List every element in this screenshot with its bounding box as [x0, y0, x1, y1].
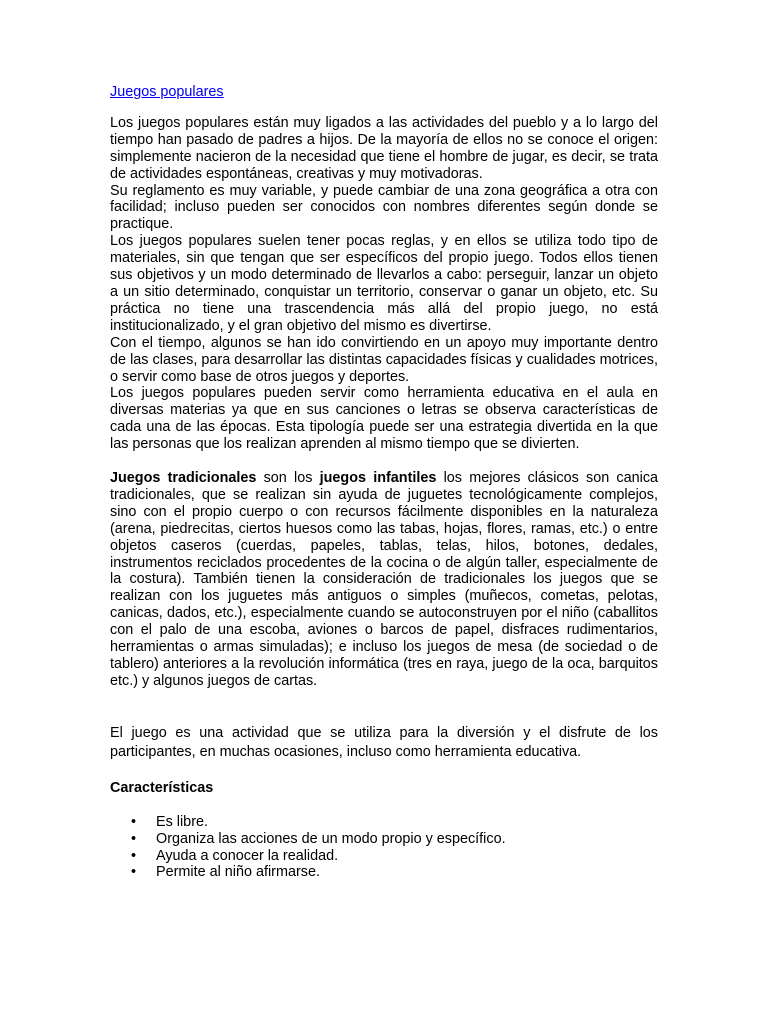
list-item [131, 813, 658, 831]
paragraph-rules-variable: Su reglamento es muy variable, y puede cambiar de una zona geográfica a otra con facilidad; incluso pueden ser conocidos con nombres diferentes según donde se practique. [110, 182, 658, 233]
text-connector: son los [256, 470, 320, 487]
paragraph-few-rules: Los juegos populares suelen tener pocas reglas, y en ellos se utiliza todo tipo de materiales, sin que tengan que ser específicos del propio juego. Todos ellos tienen sus objetivos y un modo determinado de llevarlos a cabo: perseguir, lanzar un objeto a un sitio determinado, conquistar un territorio, conservar o ganar un objeto, etc. Su práctica no tiene una trascendencia más allá del propio juego, no está institucionalizado, y el gran objetivo del mismo es divertirse. [110, 233, 658, 334]
list-item-text: Permite al niño afirmarse. [156, 864, 320, 881]
bullet-icon: • [131, 813, 137, 830]
paragraph-game-definition: El juego es una actividad que se utiliza para la diversión y el disfrute de los participantes, en muchas ocasiones, incluso como herramienta educativa. [110, 724, 658, 761]
bold-traditional-games: Juegos tradicionales [110, 470, 257, 487]
list-item [131, 830, 658, 848]
bold-childrens-games: juegos infantiles [319, 470, 437, 487]
bullet-icon: • [131, 864, 137, 881]
list-item-text: Ayuda a conocer la realidad. [156, 847, 339, 864]
list-item [131, 864, 658, 881]
bullet-icon: • [131, 830, 137, 847]
characteristics-heading: Características [110, 779, 214, 796]
list-item-text: Es libre. [156, 813, 208, 830]
title-link[interactable]: Juegos populares [110, 84, 224, 100]
bullet-icon: • [131, 847, 137, 864]
paragraph-traditional-games [110, 470, 658, 690]
spacer [110, 763, 658, 780]
paragraph-origin: Los juegos populares están muy ligados a las actividades del pueblo y a lo largo del tiempo han pasado de padres a hijos. De la mayoría de ellos no se conoce el origen: simplemente nacieron de la necesidad que tiene el hombre de jugar, es decir, se trata de actividades espontáneas, creativas y muy motivadoras. [110, 114, 658, 182]
list-item-text: Organiza las acciones de un modo propio y específico. [156, 830, 506, 847]
paragraph-classroom-support: Con el tiempo, algunos se han ido convirtiendo en un apoyo muy importante dentro de las clases, para desarrollar las distintas capacidades físicas y cualidades motrices, o servir como base de otros juegos y deportes. [110, 334, 658, 385]
spacer [110, 797, 658, 814]
paragraph-educational-tool: Los juegos populares pueden servir como herramienta educativa en el aula en diversas materias ya que en sus canciones o letras se observa características de cada una de las épocas. Esta tipología puede ser una estrategia divertida en la que las personas que los realizan aprenden al mismo tiempo que se divierten. [110, 385, 658, 453]
spacer [110, 453, 658, 470]
characteristics-list [110, 814, 658, 882]
text-traditional-description: los mejores clásicos son canica tradicionales, que se realizan sin ayuda de juguetes tecnológicamente complejos, sino con el propio cuerpo o con recursos fácilmente disponibles en la naturaleza (arena, piedrecitas, ciertos huesos como las tabas, hojas, flores, ramas, etc.) o entre objetos caseros (cuerdas, papeles, tablas, telas, hilos, botones, dedales, instrumentos reciclados procedentes de la cocina o de algún taller, especialmente de la costura). También tienen la consideración de tradicionales los juegos que se realizan con los juguetes más antiguos o simples (muñecos, cometas, pelotas, canicas, dados, etc.), especialmente cuando se autoconstruyen por el niño (caballitos con el palo de una escoba, aviones o barcos de papel, disfraces rudimentarios, herramientas o armas simuladas); e incluso los juegos de mesa (de sociedad o de tablero) anteriores a la revolución informática (tres en raya, juego de la oca, barquitos etc.) y algunos juegos de cartas. [110, 470, 659, 689]
document-page [110, 84, 658, 881]
list-item [131, 847, 658, 865]
spacer [110, 690, 658, 724]
